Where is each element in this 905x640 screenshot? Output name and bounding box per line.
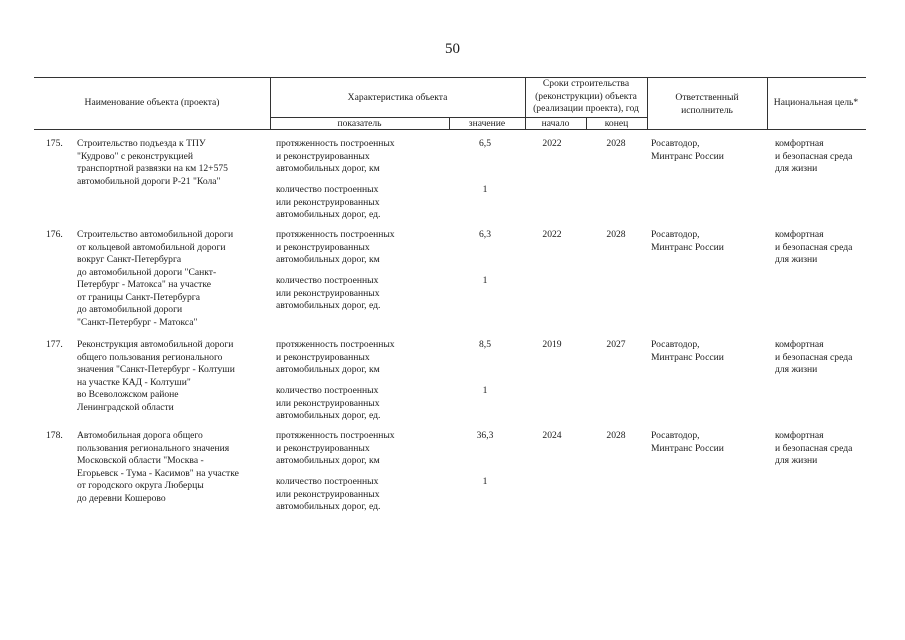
value-length: 36,3	[476, 430, 494, 441]
header-timing: Сроки строительства (реконструкции) объекта (реализации проекта), год	[533, 78, 639, 114]
header-end: конец	[604, 118, 629, 129]
responsible-executor: Росавтодор, Минтранс России	[651, 229, 724, 253]
end-year: 2027	[606, 339, 626, 350]
indicator-length: протяженность построенных и реконструированных автомобильных дорог, км	[276, 138, 395, 174]
start-year: 2024	[542, 430, 562, 441]
start-year: 2022	[542, 138, 562, 149]
value-count: 1	[482, 275, 488, 286]
indicator-length: протяженность построенных и реконструированных автомобильных дорог, км	[276, 339, 395, 375]
header-start: начало	[541, 118, 570, 129]
responsible-executor: Росавтодор, Минтранс России	[651, 339, 724, 363]
object-name: Реконструкция автомобильной дороги общего пользования регионального значения "Санкт-Петербург - Колтуши на участке КАД - Колтуши" во Всеволожском районе Ленинградской области	[77, 339, 235, 413]
indicator-count: количество построенных или реконструированных автомобильных дорог, ед.	[276, 476, 381, 512]
header-value: значение	[468, 118, 506, 129]
national-goal: комфортная и безопасная среда для жизни	[775, 229, 853, 265]
value-length: 6,3	[479, 229, 491, 240]
national-goal: комфортная и безопасная среда для жизни	[775, 430, 853, 466]
indicator-length: протяженность построенных и реконструированных автомобильных дорог, км	[276, 430, 395, 466]
value-length: 8,5	[479, 339, 491, 350]
header-object-name: Наименование объекта (проекта)	[84, 97, 220, 108]
end-year: 2028	[606, 138, 626, 149]
value-length: 6,5	[479, 138, 491, 149]
header-responsible: Ответственный исполнитель	[675, 92, 739, 116]
header-characteristic: Характеристика объекта	[347, 92, 448, 103]
page-number: 50	[445, 41, 460, 57]
header-indicator: показатель	[337, 118, 382, 129]
object-name: Автомобильная дорога общего пользования регионального значения Московской области "Москва - Егорьевск - Тума - Касимов" на участке от городского округа Люберцы до деревни Кошерово	[77, 430, 239, 504]
end-year: 2028	[606, 430, 626, 441]
row-number: 175.	[46, 138, 63, 149]
value-count: 1	[482, 184, 488, 195]
start-year: 2022	[542, 229, 562, 240]
value-count: 1	[482, 385, 488, 396]
start-year: 2019	[542, 339, 562, 350]
indicator-count: количество построенных или реконструированных автомобильных дорог, ед.	[276, 184, 381, 220]
table-top-rule	[34, 77, 866, 78]
responsible-executor: Росавтодор, Минтранс России	[651, 430, 724, 454]
responsible-executor: Росавтодор, Минтранс России	[651, 138, 724, 162]
national-goal: комфортная и безопасная среда для жизни	[775, 138, 853, 174]
object-name: Строительство автомобильной дороги от кольцевой автомобильной дороги вокруг Санкт-Петербурга до автомобильной дороги "Санкт- Петербург - Матокса" на участке от границы Санкт-Петербурга до автомобильной дороги "Санкт-Петербург - Матокса"	[77, 229, 234, 328]
row-number: 177.	[46, 339, 63, 350]
row-number: 176.	[46, 229, 63, 240]
national-goal: комфортная и безопасная среда для жизни	[775, 339, 853, 375]
row-number: 178.	[46, 430, 63, 441]
indicator-count: количество построенных или реконструированных автомобильных дорог, ед.	[276, 385, 381, 421]
end-year: 2028	[606, 229, 626, 240]
indicator-length: протяженность построенных и реконструированных автомобильных дорог, км	[276, 229, 395, 265]
indicator-count: количество построенных или реконструированных автомобильных дорог, ед.	[276, 275, 381, 311]
object-name: Строительство подъезда к ТПУ "Кудрово" с реконструкцией транспортной развязки на км 12+575 автомобильной дороги Р-21 "Кола"	[77, 138, 228, 187]
header-goal: Национальная цель*	[773, 97, 859, 108]
value-count: 1	[482, 476, 488, 487]
